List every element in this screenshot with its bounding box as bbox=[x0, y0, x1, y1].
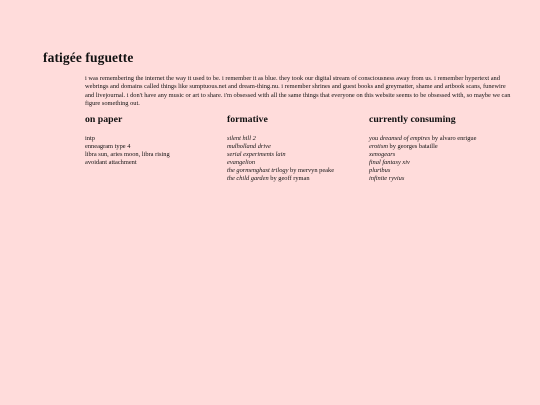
work-title: final fantasy xiv bbox=[369, 159, 410, 167]
list-item bbox=[227, 167, 367, 175]
list-item: enneagram type 4 bbox=[85, 143, 131, 151]
work-title: evangelion bbox=[227, 159, 256, 167]
work-title: serial experiments lain bbox=[227, 151, 286, 159]
list-item: intp bbox=[85, 135, 95, 142]
list-item bbox=[369, 151, 509, 159]
list-item bbox=[227, 151, 367, 159]
work-title: xenogears bbox=[369, 151, 396, 159]
list-item bbox=[369, 159, 509, 167]
list-item bbox=[227, 159, 367, 167]
on-paper-heading: on paper bbox=[85, 114, 123, 125]
on-paper-section bbox=[85, 114, 225, 167]
work-author: by mervyn peake bbox=[288, 167, 335, 175]
formative-section bbox=[227, 114, 367, 184]
work-author: by alvaro enrigue bbox=[430, 135, 477, 142]
currently-consuming-section bbox=[369, 114, 509, 184]
list-item: avoidant attachment bbox=[85, 159, 137, 167]
list-item bbox=[369, 143, 509, 151]
work-title: infinite ryvius bbox=[369, 175, 405, 183]
list-item bbox=[369, 167, 509, 175]
work-title: silent hill 2 bbox=[227, 135, 256, 142]
list-item bbox=[227, 135, 367, 143]
currently-consuming-list bbox=[369, 135, 509, 184]
work-title: mulholland drive bbox=[227, 143, 271, 151]
work-author: by georges bataille bbox=[387, 143, 438, 151]
list-item bbox=[227, 175, 367, 183]
list-item bbox=[227, 143, 367, 151]
formative-list bbox=[227, 135, 367, 184]
work-title: the child garden bbox=[227, 175, 269, 183]
formative-heading: formative bbox=[227, 114, 268, 125]
work-title: pluribus bbox=[369, 167, 391, 175]
list-item bbox=[369, 175, 509, 183]
site-title: fatigée fuguette bbox=[43, 50, 134, 65]
work-title: you dreamed of empires bbox=[369, 135, 431, 142]
currently-consuming-heading: currently consuming bbox=[369, 114, 456, 125]
work-title: the gormenghast trilogy bbox=[227, 167, 289, 175]
work-title: erotism bbox=[369, 143, 388, 151]
on-paper-list bbox=[85, 135, 225, 167]
list-item bbox=[369, 135, 509, 143]
work-author: by geoff ryman bbox=[268, 175, 310, 183]
list-item: libra sun, aries moon, libra rising bbox=[85, 151, 170, 159]
intro-paragraph: i was remembering the internet the way it used to be. i remember it as blue. they took our digital stream of consciousness away from us. i remember hypertext and webrings and domains called things like sumptuous.net and dream-thing.nu. i remember shrines and guest books and greymatter, shame and artbook scans, funewire and livejournal. i don't have any music or art to share. i'm obsessed with all the same things that everyone on this website seems to be obsessed with, so maybe we can figure something out. bbox=[85, 75, 511, 107]
